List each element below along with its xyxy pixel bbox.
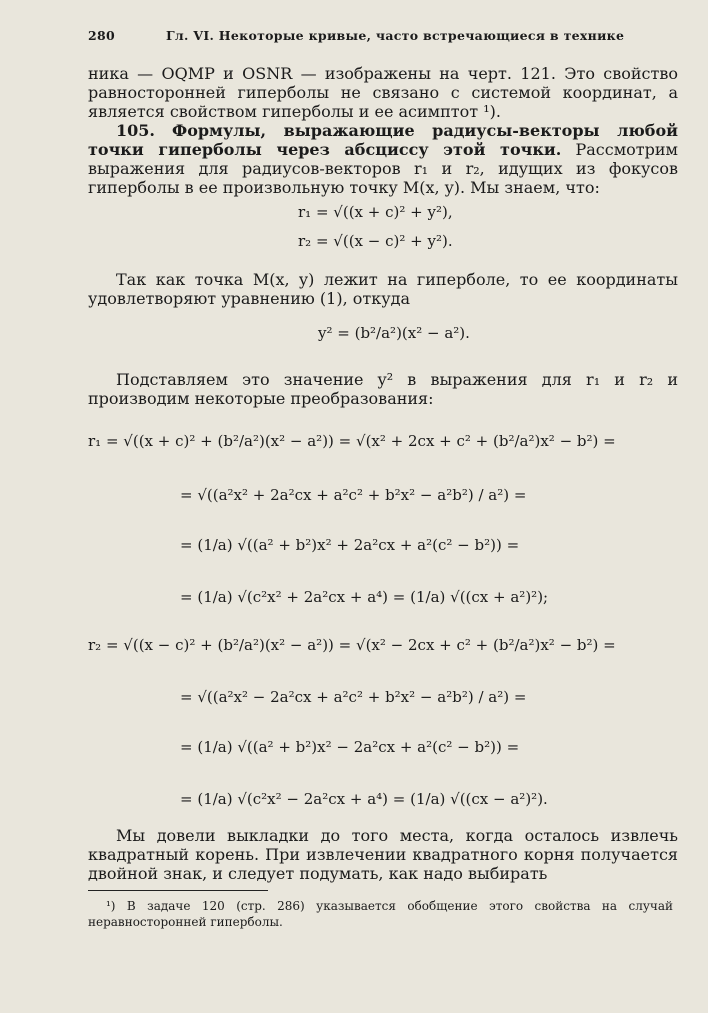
formula-r2-line-3: = (1/a) √((a² + b²)x² − 2a²cx + a²(c² − b²)) = xyxy=(180,738,520,756)
paragraph-2 xyxy=(88,270,678,308)
formula-r2-line-2: = √((a²x² − 2a²cx + a²c² + b²x² − a²b²) / a²) = xyxy=(180,688,527,706)
paragraph-3-text: Подставляем это значение y² в выражения для r₁ и r₂ и производим некоторые преобразования: xyxy=(88,370,678,408)
formula-r2-definition: r₂ = √((x − c)² + y²). xyxy=(298,232,453,250)
section-number: 105. xyxy=(116,121,155,140)
formula-r1-line-2: = √((a²x² + 2a²cx + a²c² + b²x² − a²b²) / a²) = xyxy=(180,486,527,504)
chapter-title: Гл. VI. Некоторые кривые, часто встречающиеся в технике xyxy=(166,28,625,43)
paragraph-2-text: Так как точка M(x, y) лежит на гиперболе, то ее координаты удовлетворяют уравнению (1), откуда xyxy=(88,270,678,308)
footnote-rule xyxy=(88,890,268,891)
formula-y-squared: y² = (b²/a²)(x² − a²). xyxy=(318,324,470,342)
formula-r1-line-1: r₁ = √((x + c)² + (b²/a²)(x² − a²)) = √(x² + 2cx + c² + (b²/a²)x² − b²) = xyxy=(88,432,616,450)
top-paragraph-text: ника — OQMP и OSNR — изображены на черт. 121. Это свойство равносторонней гиперболы не связано с системой координат, а является свойством гиперболы и ее асимптот ¹). xyxy=(88,64,678,121)
page-number: 280 xyxy=(88,28,115,43)
formula-r2-line-1: r₂ = √((x − c)² + (b²/a²)(x² − a²)) = √(x² − 2cx + c² + (b²/a²)x² − b²) = xyxy=(88,636,616,654)
formula-r2-line-4: = (1/a) √(c²x² − 2a²cx + a⁴) = (1/a) √((cx − a²)²). xyxy=(180,790,548,808)
section-text: Рассмотрим выражения для радиусов-векторов r₁ и r₂, идущих из фокусов гиперболы в ее произвольную точку M(x, y). Мы знаем, что: xyxy=(88,140,678,197)
paragraph-4 xyxy=(88,826,678,883)
section-105 xyxy=(88,121,678,197)
formula-r1-line-3: = (1/a) √((a² + b²)x² + 2a²cx + a²(c² − b²)) = xyxy=(180,536,520,554)
paragraph-3 xyxy=(88,370,678,408)
formula-r1-definition: r₁ = √((x + c)² + y²), xyxy=(298,203,453,221)
section-title: Формулы, выражающие радиусы-векторы любой точки гиперболы через абсциссу этой точки. xyxy=(88,121,678,159)
formula-r1-line-4: = (1/a) √(c²x² + 2a²cx + a⁴) = (1/a) √((cx + a²)²); xyxy=(180,588,549,606)
footnote xyxy=(88,898,673,930)
paragraph-4-text: Мы довели выкладки до того места, когда осталось извлечь квадратный корень. При извлечении квадратного корня получается двойной знак, и следует подумать, как надо выбирать xyxy=(88,826,678,883)
top-paragraph xyxy=(88,64,678,121)
footnote-text: ¹) В задаче 120 (стр. 286) указывается обобщение этого свойства на случай неравносторонней гиперболы. xyxy=(88,899,673,929)
